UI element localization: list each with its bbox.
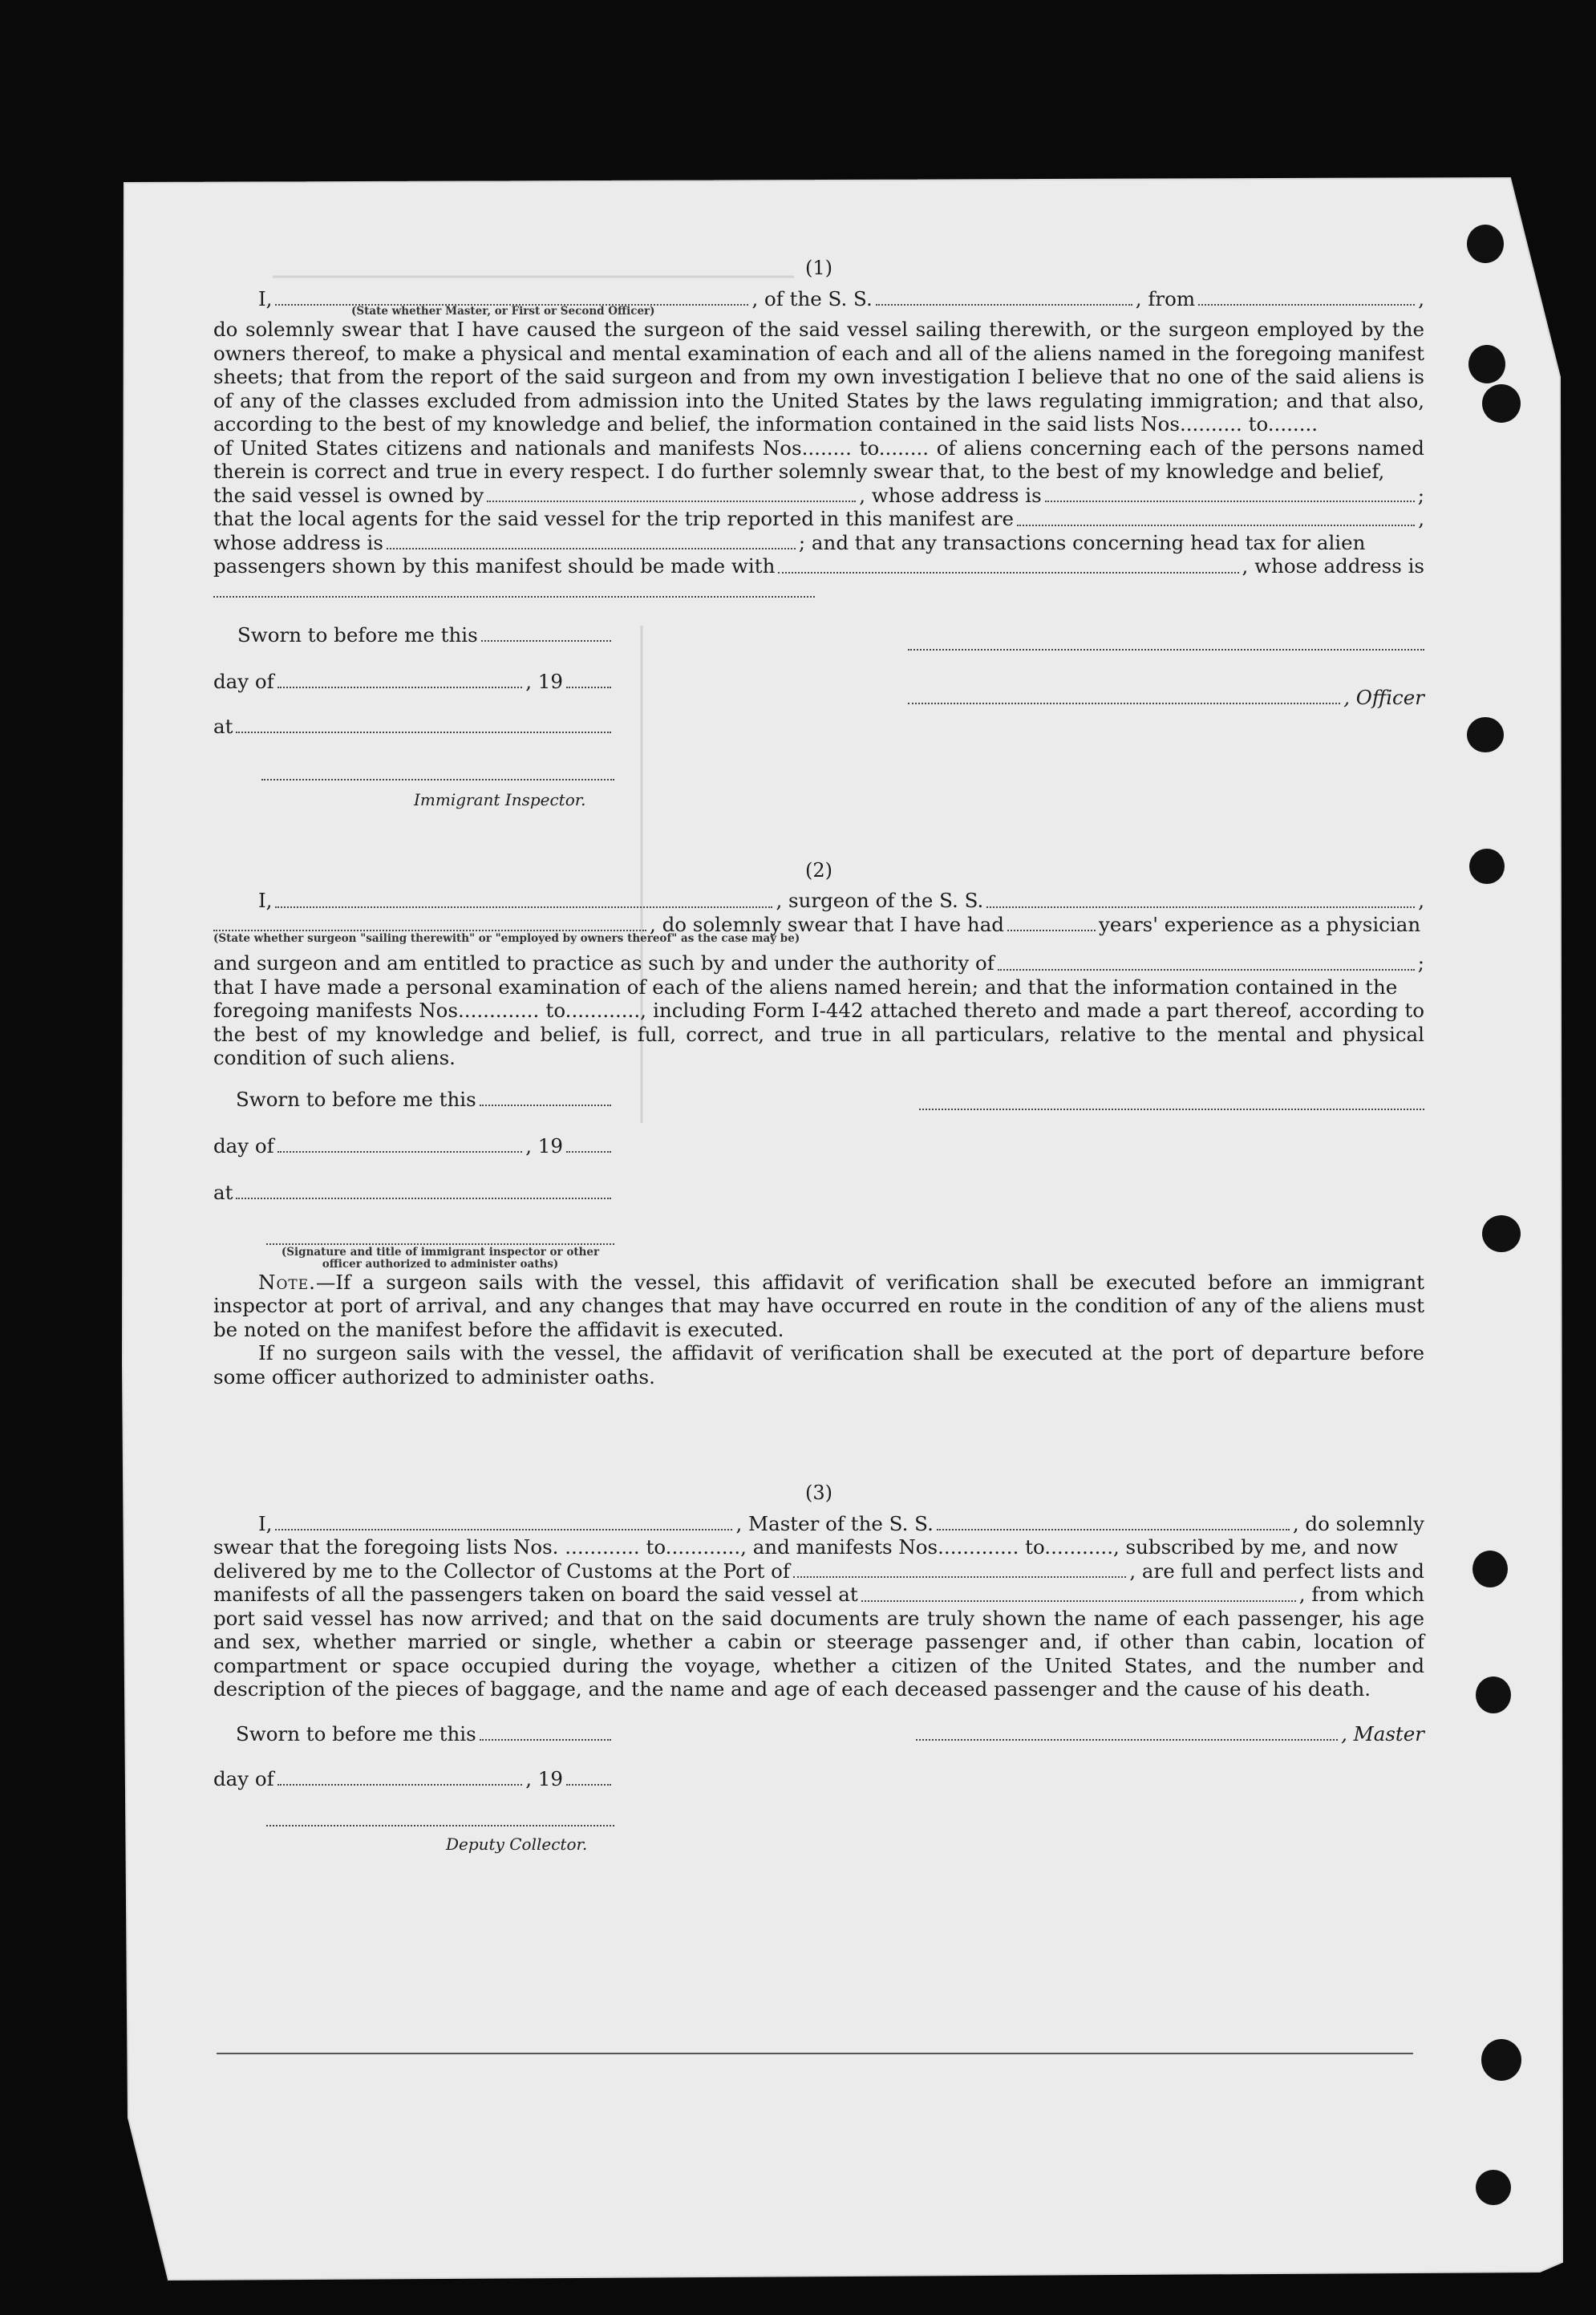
- semicolon: ;: [1417, 951, 1424, 975]
- label-address: , whose address is: [1242, 554, 1424, 578]
- at-place-field[interactable]: [236, 716, 611, 733]
- surgeon-caption: (State whether surgeon "sailing therewith" or "employed by owners thereof" as the case may be): [213, 932, 800, 945]
- comma: ,: [1418, 286, 1424, 310]
- surgeon-line: [213, 889, 1424, 913]
- label-manifests-all: manifests of all the passengers taken on board the said vessel at: [213, 1583, 858, 1606]
- month-field[interactable]: [277, 1768, 522, 1786]
- owner-address-field[interactable]: [1045, 484, 1415, 502]
- label-sworn: Sworn to before me this: [236, 1721, 476, 1745]
- at-line: [213, 715, 614, 739]
- surgeon-oath-text: that I have made a personal examination of each of the aliens named herein; and that the information contained in the: [213, 975, 1398, 999]
- label-day-of: day of: [213, 669, 274, 693]
- label-year: , 19: [525, 1133, 563, 1158]
- years-field[interactable]: [1007, 914, 1096, 931]
- label-surgeon-of: , surgeon of the S. S.: [776, 889, 984, 912]
- label-master: , Master: [1341, 1721, 1424, 1745]
- day-of-line: [213, 1134, 614, 1158]
- master-name-field[interactable]: [275, 1513, 732, 1530]
- note-text: —If a surgeon sails with the vessel, this affidavit of verification shall be executed before an immigrant inspector at port of arrival, and any changes that may have occurred en route in the condition of any of the aliens must be noted on the manifest before the affidavit is executed.: [213, 1270, 1424, 1341]
- comma: ,: [1418, 507, 1424, 530]
- master-signature-field[interactable]: [916, 1723, 1338, 1741]
- surgeon-type-field[interactable]: [213, 914, 646, 931]
- section-number: (1): [805, 257, 832, 279]
- inspector-caption: Immigrant Inspector.: [414, 789, 586, 809]
- punch-hole: [1467, 717, 1504, 752]
- label-local-agents: that the local agents for the said vessel for the trip reported in this manifest are: [213, 507, 1014, 530]
- note-label: Note.: [258, 1270, 316, 1294]
- at-line: [213, 1181, 614, 1205]
- section-3-signatures: [213, 1701, 1424, 1854]
- officer-title-field[interactable]: [908, 687, 1340, 704]
- officer-title-line: [908, 686, 1424, 710]
- label-delivered: delivered by me to the Collector of Customs at the Port of: [213, 1559, 790, 1583]
- section-1-signatures: [213, 602, 1424, 819]
- vessel-name-field[interactable]: [876, 288, 1132, 306]
- surgeon-signature-field[interactable]: [919, 1093, 1424, 1110]
- owner-field[interactable]: [487, 484, 856, 502]
- year-field[interactable]: [566, 1768, 611, 1786]
- label-officer: , Officer: [1343, 685, 1424, 709]
- punch-hole: [1482, 1215, 1521, 1252]
- day-of-line: [213, 1767, 614, 1791]
- authority-field[interactable]: [998, 953, 1415, 971]
- surgeon-oath-text-cont: foregoing manifests Nos............. to............, including Form I-442 attached thereto and made a part thereof, according to the best of my knowledge and belief, is full, correct, and true in all particulars, relative to the mental and physical condition of such aliens.: [213, 999, 1424, 1069]
- label-i: I,: [258, 889, 273, 912]
- deputy-signature-field[interactable]: [266, 1809, 614, 1826]
- label-address: , whose address is: [859, 483, 1042, 507]
- sworn-line: [236, 1722, 614, 1746]
- punch-hole: [1481, 2039, 1521, 2081]
- label-do-solemnly: , do solemnly: [1292, 1511, 1424, 1535]
- head-tax-address-field[interactable]: [213, 580, 815, 598]
- section-2: [213, 859, 1424, 1389]
- label-at: at: [213, 714, 233, 738]
- punch-hole: [1472, 1551, 1508, 1587]
- label-authority: and surgeon and am entitled to practice as such by and under the authority of: [213, 951, 994, 975]
- officer-name-field[interactable]: [275, 288, 748, 306]
- note-paragraph-2: If no surgeon sails with the vessel, the affidavit of verification shall be executed at the port of departure before some officer authorized to administer oaths.: [213, 1341, 1424, 1389]
- label-owned-by: the said vessel is owned by: [213, 483, 484, 507]
- label-master-of: , Master of the S. S.: [735, 1511, 934, 1535]
- punch-hole: [1476, 1676, 1511, 1713]
- label-year: , 19: [525, 669, 563, 693]
- label-i: I,: [258, 286, 273, 310]
- inspector-signature-field[interactable]: [261, 763, 614, 780]
- officer-caption: (State whether Master, or First or Second Officer): [351, 305, 655, 318]
- label-sworn: Sworn to before me this: [236, 1087, 476, 1111]
- label-swear: , do solemnly swear that I have had: [650, 912, 1004, 936]
- year-field[interactable]: [566, 1135, 611, 1153]
- master-oath-text: swear that the foregoing lists Nos. ............ to............, and manifests Nos............. to..........., subscribed by me, and now: [213, 1535, 1399, 1559]
- port-line: [213, 1559, 1424, 1583]
- from-port-field[interactable]: [1198, 288, 1415, 306]
- agents-line: [213, 507, 1424, 531]
- oath-text: do solemnly swear that I have caused the surgeon of the said vessel sailing therewith, or the surgeon employed by the owners thereof, to make a physical and mental examination of each and all of the aliens named in the foregoing manifest sheets; that from the report of the said surgeon and from my own investigation I believe that no one of the said aliens is of any of the classes excluded from admission into the United States by the laws regulating immigration; and that also, according to the best of my knowledge and belief, the information contained in the said lists Nos.......... to........: [213, 318, 1424, 436]
- punch-hole: [1467, 225, 1504, 263]
- embark-line: [213, 1583, 1424, 1607]
- deputy-caption: Deputy Collector.: [446, 1834, 588, 1854]
- label-address: whose address is: [213, 530, 383, 554]
- label-year: , 19: [525, 1766, 563, 1790]
- label-at: at: [213, 1180, 233, 1204]
- section-2-signatures: [213, 1070, 1424, 1271]
- vessel-name-field[interactable]: [937, 1513, 1290, 1530]
- label-of-ss: , of the S. S.: [751, 286, 873, 310]
- label-head-tax: ; and that any transactions concerning head tax for alien: [798, 530, 1366, 554]
- punch-hole: [1482, 384, 1521, 423]
- sworn-day-field[interactable]: [480, 1723, 611, 1741]
- label-passengers-shown: passengers shown by this manifest should be made with: [213, 554, 776, 578]
- section-number: (3): [805, 1482, 832, 1504]
- sworn-line: [236, 1088, 614, 1112]
- punch-hole: [1468, 345, 1505, 383]
- note-paragraph: [213, 1271, 1424, 1342]
- master-oath-text-cont: port said vessel has now arrived; and that on the said documents are truly shown the name of each passenger, his age and sex, whether married or single, whether a cabin or steerage passenger and, if other than cabin, location of compartment or space occupied during the voyage, whether a citizen of the United States, and the number and description of the pieces of baggage, and the name and age of each deceased passenger and the cause of his death.: [213, 1606, 1424, 1701]
- month-field[interactable]: [277, 1135, 522, 1153]
- section-number: (2): [805, 858, 832, 882]
- head-tax-agent-field[interactable]: [778, 556, 1238, 574]
- label-full-perfect: , are full and perfect lists and: [1129, 1559, 1424, 1583]
- agents-address-field[interactable]: [387, 532, 796, 549]
- inspector-signature-field[interactable]: [266, 1227, 614, 1245]
- punch-hole: [1476, 2170, 1511, 2205]
- vessel-name-field[interactable]: [986, 890, 1415, 908]
- day-of-line: [213, 670, 614, 694]
- year-field[interactable]: [566, 671, 611, 688]
- owner-line: [213, 484, 1424, 508]
- master-signature-line: [916, 1722, 1424, 1746]
- month-field[interactable]: [277, 671, 522, 688]
- officer-signature-field[interactable]: [908, 633, 1424, 651]
- comma: ,: [1418, 889, 1424, 912]
- at-place-field[interactable]: [236, 1182, 611, 1199]
- label-sworn: Sworn to before me this: [237, 622, 478, 647]
- punch-hole: [1469, 849, 1505, 884]
- surgeon-name-field[interactable]: [275, 890, 772, 908]
- sworn-day-field[interactable]: [481, 624, 611, 642]
- label-i: I,: [258, 1511, 273, 1535]
- head-tax-line: [213, 554, 1424, 578]
- embark-port-field[interactable]: [861, 1584, 1296, 1602]
- label-day-of: day of: [213, 1766, 274, 1790]
- agents-address-line: [213, 531, 1424, 555]
- oath-text-cont: of United States citizens and nationals and manifests Nos........ to........ of aliens concerning each of the persons named therein is correct and true in every respect. I do further solemnly swear that, to the best of my knowledge and belief,: [213, 436, 1424, 483]
- sworn-day-field[interactable]: [480, 1089, 611, 1106]
- authority-line: [213, 951, 1424, 975]
- master-line: [213, 1512, 1424, 1536]
- document-body: [213, 257, 1424, 1854]
- port-field[interactable]: [793, 1560, 1126, 1578]
- section-3: [213, 1482, 1424, 1854]
- semicolon: ;: [1417, 483, 1424, 507]
- label-from-which: , from which: [1298, 1583, 1424, 1606]
- label-day-of: day of: [213, 1133, 274, 1158]
- sworn-line: [237, 623, 614, 647]
- label-from: , from: [1135, 286, 1196, 310]
- head-tax-address-line: [213, 580, 1424, 602]
- signature-caption: (Signature and title of immigrant inspector or other officer authorized to administer oaths): [281, 1245, 600, 1271]
- label-years: years' experience as a physician: [1099, 912, 1421, 936]
- agents-field[interactable]: [1017, 509, 1415, 526]
- section-1: [213, 257, 1424, 819]
